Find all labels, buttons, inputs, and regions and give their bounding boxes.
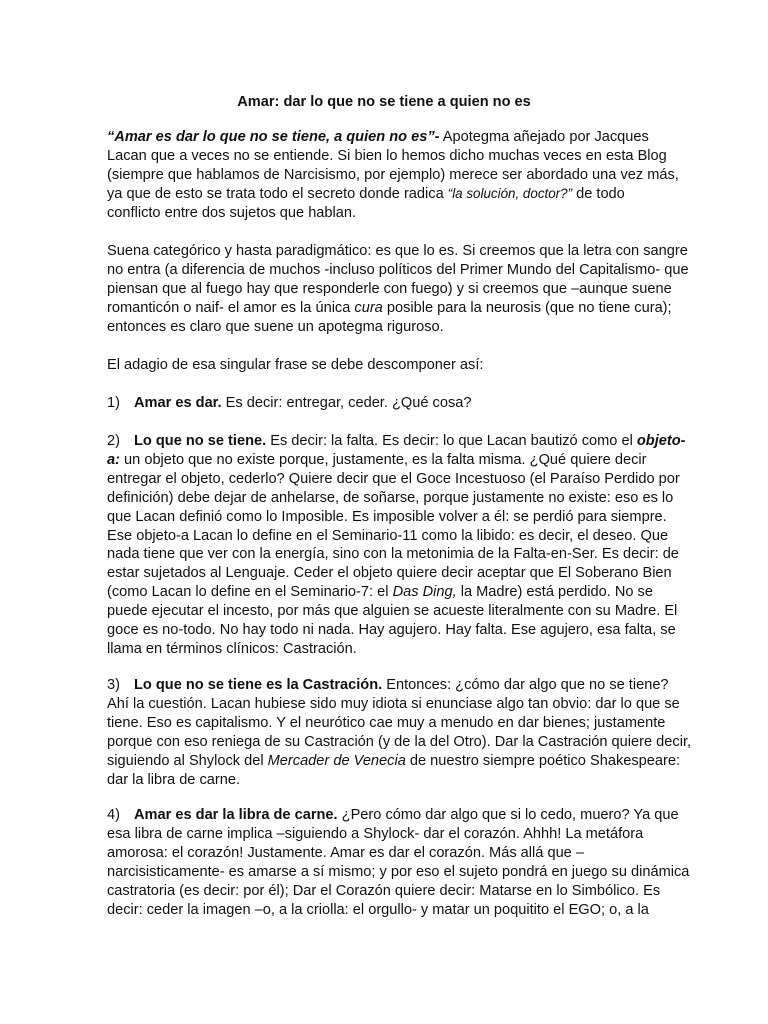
- item-number: 3): [107, 677, 120, 693]
- text-line: El adagio de esa singular frase se debe descomponer así:: [107, 357, 484, 373]
- list-item-4: [107, 806, 690, 919]
- list-item-1: [107, 394, 663, 413]
- text-line: Lacan que a veces no se entiende. Si bien lo hemos dicho muchas veces en esta Blog: [107, 147, 667, 164]
- list-item-3: [107, 676, 692, 789]
- text-line: entonces es claro que suene un apotegma riguroso.: [107, 318, 444, 335]
- text-line: dar la libra de carne.: [107, 771, 241, 788]
- text-span: ya que de esto se trata todo el secreto donde radica: [107, 185, 448, 202]
- paragraph-two: [107, 242, 689, 337]
- quote-bold: “Amar es dar lo que no se tiene, a quien no es”-: [107, 129, 440, 145]
- italic-term: Das Ding,: [392, 584, 457, 601]
- text-span: ¿Pero cómo dar algo que si lo cedo, muero? Ya que: [337, 807, 679, 823]
- text-line: definición) debe dejar de anhelarse, de soñarse, porque justamente no existe: eso es lo: [107, 489, 674, 506]
- text-span: de nuestro siempre poético Shakespeare:: [405, 752, 681, 769]
- text-line: Ese objeto-a Lacan lo define en el Seminario-11 como la libido: es decir, el deseo. Que: [107, 527, 669, 544]
- text-line: [107, 583, 663, 602]
- text-span: un objeto que no existe porque, justamente, es la falta misma. ¿Qué quiere decir: [119, 451, 647, 468]
- text-span: romanticón o naif- el amor es la única: [107, 299, 355, 316]
- text-line: [107, 806, 679, 825]
- text-span: (como Lacan lo define en el Seminario-7: el: [107, 584, 393, 601]
- text-line: [107, 451, 663, 470]
- text-line: [107, 299, 672, 318]
- text-line: [107, 185, 663, 204]
- text-line: esa libra de carne implica –siguiendo a Shylock- dar el corazón. Ahhh! La metáfora: [107, 825, 644, 842]
- item-number: 2): [107, 433, 120, 449]
- text-line: [107, 394, 663, 413]
- bold-italic-term: objeto-: [636, 433, 686, 449]
- quote-italic: “la solución, doctor?”: [447, 185, 573, 201]
- list-item-2: [107, 432, 686, 659]
- text-line: estar sujetados al Lenguaje. Ceder el objeto quiere decir aceptar que El Soberano Bien: [107, 565, 672, 582]
- text-span: Entonces: ¿cómo dar algo que no se tiene?: [382, 677, 669, 693]
- text-line: [107, 128, 663, 147]
- text-line: (siempre que hablamos de Narcisismo, por ejemplo) merece ser abordado una vez más,: [107, 166, 679, 183]
- item-heading: Amar es dar la libra de carne.: [134, 807, 338, 823]
- text-line: castratoria (es decir: por él); Dar el Corazón quiere decir: Matarse en lo Simbólico. Es: [107, 882, 661, 899]
- text-line: piensan que al fuego hay que responderle con fuego) y si creemos que –aunque suene: [107, 280, 672, 297]
- paragraph-three: [107, 356, 663, 375]
- text-span: de todo: [572, 185, 625, 202]
- text-span: Apotegma añejado por Jacques: [439, 129, 649, 145]
- item-heading: Amar es dar.: [134, 395, 222, 411]
- text-line: [107, 432, 686, 451]
- text-line: puede ejecutar el incesto, por más que alguien se acueste literalmente con su Madre. El: [107, 603, 678, 620]
- item-heading: Lo que no se tiene es la Castración.: [134, 677, 383, 693]
- text-line: nada tiene que ver con la energía, sino con la metonimia de la Falta-en-Ser. Es decir: de: [107, 546, 679, 563]
- item-number: 4): [107, 807, 120, 823]
- text-line: goce es no-todo. No hay todo ni nada. Hay agujero. Hay falta. Ese agujero, esa falta, se: [107, 622, 676, 639]
- text-line: [107, 676, 669, 695]
- text-line: entregar el objeto, cederlo? Quiere decir que el Goce Incestuoso (el Paraíso Perdido por: [107, 470, 680, 487]
- document-title: Amar: dar lo que no se tiene a quien no es: [237, 94, 531, 110]
- text-span: Es decir: entregar, ceder. ¿Qué cosa?: [221, 395, 472, 411]
- italic-title: Mercader de Venecia: [267, 752, 406, 769]
- text-span: la Madre) está perdido. No se: [456, 584, 653, 601]
- text-line: [107, 752, 681, 771]
- bold-italic-term: a:: [107, 451, 120, 468]
- italic-word: cura: [354, 299, 383, 316]
- text-span: siguiendo al Shylock del: [107, 752, 268, 769]
- paragraph-intro: [107, 128, 679, 223]
- item-heading: Lo que no se tiene.: [134, 433, 267, 449]
- text-line: Ahí la cuestión. Lacan hubiese sido muy idiota si enunciase algo tan obvio: dar lo que se: [107, 695, 680, 712]
- text-line: decir: ceder la imagen –o, a la criolla: el orgullo- y matar un poquitito el EGO; o, a la: [107, 901, 649, 918]
- text-line: tiene. Eso es capitalismo. Y el neurótico cae muy a menudo en dar bienes; justamente: [107, 714, 666, 731]
- text-line: Suena categórico y hasta paradigmático: es que lo es. Si creemos que la letra con sangre: [107, 243, 688, 259]
- text-line: que Lacan definió como lo Imposible. Es imposible volver a él: se perdió para siempre.: [107, 508, 667, 525]
- text-line: llama en términos clínicos: Castración.: [107, 640, 357, 657]
- text-span: posible para la neurosis (que no tiene cura);: [382, 299, 672, 316]
- item-number: 1): [107, 395, 120, 411]
- text-line: no entra (a diferencia de muchos -incluso políticos del Primer Mundo del Capitalismo- que: [107, 261, 689, 278]
- text-line: amorosa: el corazón! Justamente. Amar es dar el corazón. Más allá que –: [107, 844, 584, 861]
- text-line: conflicto entre dos sujetos que hablan.: [107, 204, 357, 221]
- text-span: Es decir: la falta. Es decir: lo que Lacan bautizó como el: [266, 433, 637, 449]
- text-line: narcisisticamente- es amarse a sí mismo; y por eso el sujeto pondrá en juego su dinámica: [107, 863, 690, 880]
- text-line: porque con eso reniega de su Castración (y de la del Otro). Dar la Castración quiere decir,: [107, 733, 692, 750]
